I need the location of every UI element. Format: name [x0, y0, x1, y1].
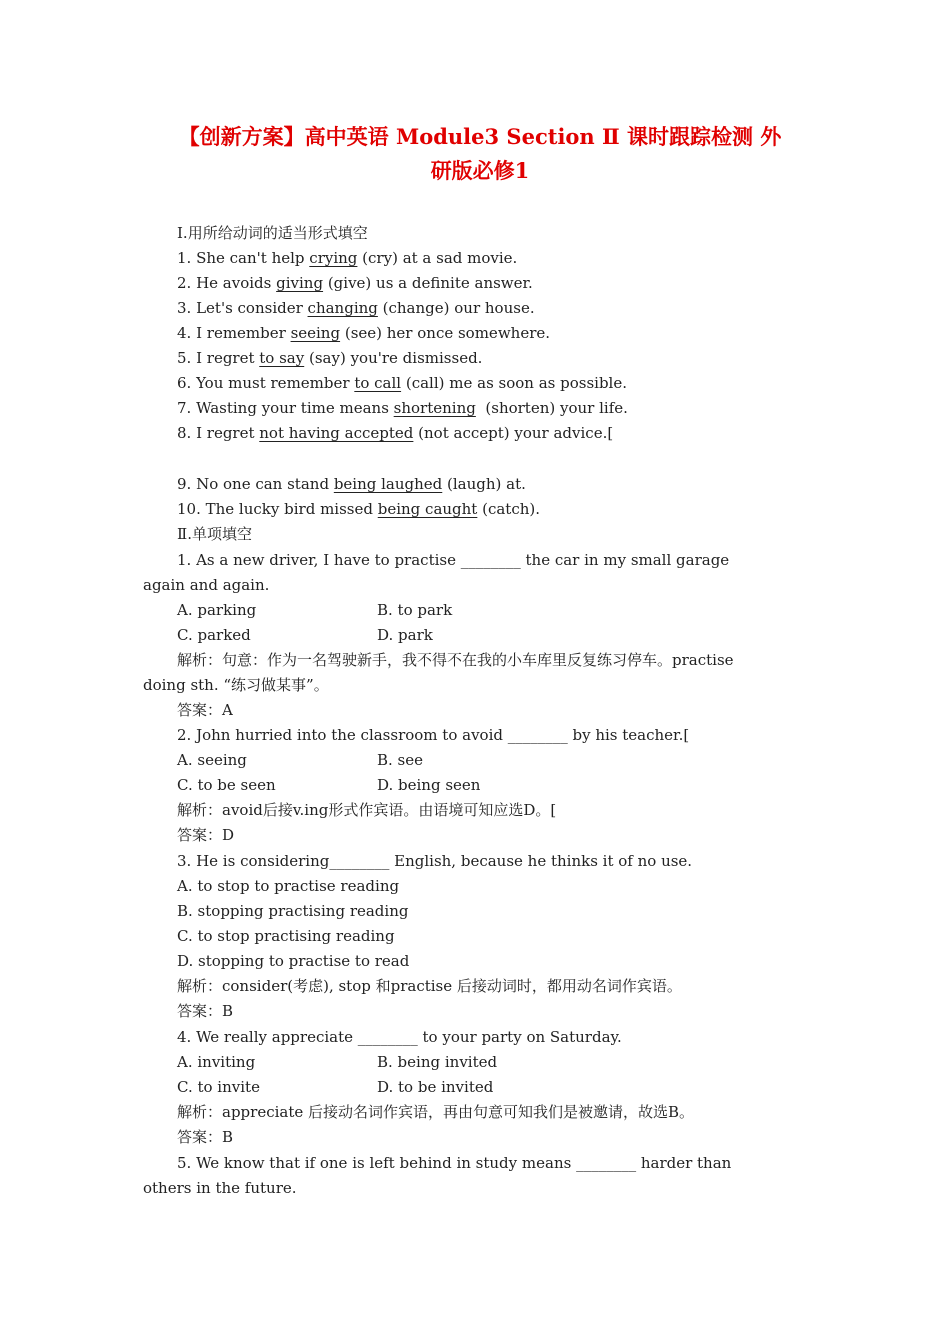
option-b: B. to park	[377, 601, 453, 619]
fill-item: 3. Let's consider changing (change) our house.	[177, 299, 535, 317]
option-c: C. to invite	[177, 1078, 260, 1096]
option-c: C. to be seen	[177, 776, 276, 794]
part2-heading: Ⅱ.单项填空	[177, 525, 252, 543]
fill-item: 1. She can't help crying (cry) at a sad movie.	[177, 249, 518, 267]
option-d: D. to be invited	[377, 1078, 494, 1096]
option-a: A. parking	[177, 601, 257, 619]
option-a: A. to stop to practise reading	[177, 877, 400, 895]
option-row	[177, 598, 842, 623]
fill-item: 6. You must remember to call (call) me as soon as possible.	[177, 374, 628, 392]
option-a: A. inviting	[177, 1053, 256, 1071]
option-b: B. see	[377, 751, 424, 769]
option-c: C. to stop practising reading	[177, 927, 395, 945]
answer: 答案：A	[177, 701, 233, 719]
explanation: 解析：avoid后接v.ing形式作宾语。由语境可知应选D。[	[177, 801, 557, 819]
fill-item: 10. The lucky bird missed being caught (catch).	[177, 500, 541, 518]
option-a: A. seeing	[177, 751, 247, 769]
fill-item: 7. Wasting your time means shortening (shorten) your life.	[177, 399, 628, 417]
fill-item: 5. I regret to say (say) you're dismissed.	[177, 349, 483, 367]
explanation: 解析：consider(考虑), stop 和practise 后接动词时，都用动名词作宾语。	[177, 977, 682, 995]
option-b: B. being invited	[377, 1053, 498, 1071]
option-b: B. stopping practising reading	[177, 902, 409, 920]
part1-heading: Ⅰ.用所给动词的适当形式填空	[177, 224, 368, 242]
question-stem: 3. He is considering________ English, because he thinks it of no use.	[177, 852, 693, 870]
explanation: 解析：句意：作为一名驾驶新手，我不得不在我的小车库里反复练习停车。practise	[177, 651, 734, 669]
answer: 答案：D	[177, 826, 235, 844]
option-d: D. being seen	[377, 776, 481, 794]
question-stem: 1. As a new driver, I have to practise ________ the car in my small garage	[177, 551, 730, 569]
answer: 答案：B	[177, 1128, 234, 1146]
question-stem: 2. John hurried into the classroom to avoid ________ by his teacher.[	[177, 726, 690, 744]
option-d: D. stopping to practise to read	[177, 952, 410, 970]
document-title	[150, 120, 810, 188]
title-line-1: 【创新方案】高中英语 Module3 Section Ⅱ 课时跟踪检测 外	[178, 124, 782, 149]
fill-item: 9. No one can stand being laughed (laugh) at.	[177, 475, 526, 493]
answer: 答案：B	[177, 1002, 234, 1020]
option-row	[177, 1050, 842, 1075]
question-stem: 5. We know that if one is left behind in study means ________ harder than	[177, 1154, 732, 1172]
question-stem-cont: again and again.	[143, 576, 270, 594]
option-d: D. park	[377, 626, 433, 644]
option-row	[177, 773, 842, 798]
option-row	[177, 1075, 842, 1100]
question-stem-cont: others in the future.	[143, 1179, 297, 1197]
explanation-cont: doing sth. “练习做某事”。	[143, 676, 329, 694]
explanation: 解析：appreciate 后接动名词作宾语，再由句意可知我们是被邀请，故选B。	[177, 1103, 695, 1121]
fill-item: 4. I remember seeing (see) her once somewhere.	[177, 324, 551, 342]
fill-item: 2. He avoids giving (give) us a definite answer.	[177, 274, 533, 292]
fill-item: 8. I regret not having accepted (not accept) your advice.[	[177, 424, 614, 442]
option-c: C. parked	[177, 626, 251, 644]
title-line-2: 研版必修1	[430, 158, 530, 183]
question-stem: 4. We really appreciate ________ to your party on Saturday.	[177, 1028, 622, 1046]
option-row	[177, 623, 842, 648]
option-row	[177, 748, 842, 773]
